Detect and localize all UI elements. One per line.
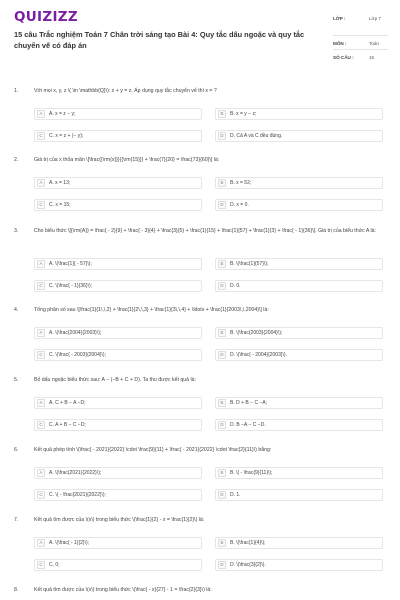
question-8 (0, 587, 400, 600)
option-c[interactable] (34, 349, 202, 361)
document-header (0, 0, 400, 80)
option-text: D. Cả A và C đều đúng. (230, 133, 283, 139)
option-text: B. \(\frac{1}{57}\); (230, 261, 269, 267)
option-letter-badge: D (218, 282, 226, 290)
option-a[interactable] (34, 177, 202, 189)
option-letter-badge: A (37, 329, 45, 337)
option-text: D. \(\frac{3}{2}\). (230, 562, 266, 568)
option-d[interactable] (215, 419, 383, 431)
option-text: B. x = y − z; (230, 111, 257, 117)
option-text: A. C + B − A −D; (49, 400, 86, 406)
option-a[interactable] (34, 108, 202, 120)
option-text: A. \(\frac{1}{ - 57}\); (49, 261, 92, 267)
question-text: Kết quả phép tính \(\frac{ - 2021}{2022} \cdot \frac{9}{11} + \frac{ - 2021}{2022} \cdot \frac{2}{11}\) bằng: (34, 447, 272, 453)
option-letter-badge: C (37, 132, 45, 140)
option-text: B. x = 52; (230, 180, 252, 186)
option-text: B. \(\frac{2003}{2004}\); (230, 330, 283, 336)
option-text: D. 0. (230, 283, 241, 289)
option-d[interactable] (215, 489, 383, 501)
meta-value-class: Lớp 7 (369, 16, 381, 21)
option-letter-badge: C (37, 201, 45, 209)
option-letter-badge: A (37, 179, 45, 187)
option-letter-badge: B (218, 539, 226, 547)
option-c[interactable] (34, 559, 202, 571)
option-letter-badge: A (37, 539, 45, 547)
question-text: Bỏ dấu ngoặc biểu thức sau: A − (−B + C + D). Ta thu được kết quả là: (34, 377, 196, 383)
option-letter-badge: D (218, 351, 226, 359)
question-number: 8. (14, 587, 19, 593)
meta-label-subject: MÔN : (333, 41, 347, 46)
meta-value-subject: Toán (369, 41, 379, 46)
option-text: C. \(\frac{ - 2003}{2004}\); (49, 352, 106, 358)
question-2 (0, 157, 400, 217)
option-a[interactable] (34, 467, 202, 479)
question-number: 1. (14, 88, 19, 94)
option-d[interactable] (215, 199, 383, 211)
option-b[interactable] (215, 177, 383, 189)
question-6 (0, 447, 400, 507)
option-d[interactable] (215, 349, 383, 361)
option-b[interactable] (215, 258, 383, 270)
option-d[interactable] (215, 559, 383, 571)
option-d[interactable] (215, 130, 383, 142)
option-text: B. \(\frac{1}{4}\); (230, 540, 266, 546)
option-c[interactable] (34, 280, 202, 292)
question-1 (0, 88, 400, 148)
option-c[interactable] (34, 199, 202, 211)
option-text: C. A + B − C −D; (49, 422, 86, 428)
question-number: 3. (14, 228, 19, 234)
question-text: Giá trị của x thỏa mãn \[\frac{{\rm{x}}}{{\rm{15}}} + \frac{7}{20} = \frac{73}{60}\] là: (34, 157, 220, 163)
option-text: C. \(\frac{ - 1}{36}\); (49, 283, 93, 289)
question-number: 6. (14, 447, 19, 453)
meta-row-class (333, 12, 388, 36)
option-c[interactable] (34, 419, 202, 431)
option-letter-badge: C (37, 282, 45, 290)
option-text: D. x = 0. (230, 202, 249, 208)
option-b[interactable] (215, 537, 383, 549)
question-7 (0, 517, 400, 577)
question-number: 7. (14, 517, 19, 523)
option-letter-badge: C (37, 421, 45, 429)
option-a[interactable] (34, 397, 202, 409)
option-letter-badge: D (218, 132, 226, 140)
question-text: Với mọi x, y, z \( \in \mathbb{Q}\): x + y = z. Áp dụng quy tắc chuyển vế thì x = ? (34, 88, 217, 94)
meta-row-count (333, 50, 388, 64)
option-text: A. \(\frac{ - 1}{2}\); (49, 540, 90, 546)
meta-row-subject (333, 36, 388, 50)
option-text: C. \( - \frac{2021}{2022}\); (49, 492, 106, 498)
option-letter-badge: A (37, 469, 45, 477)
question-4 (0, 307, 400, 367)
option-text: C. x = z + (− y); (49, 133, 84, 139)
option-letter-badge: D (218, 491, 226, 499)
option-letter-badge: D (218, 421, 226, 429)
quizizz-logo: QUIZIZZ (14, 9, 78, 25)
option-letter-badge: A (37, 399, 45, 407)
question-5 (0, 377, 400, 437)
question-text: Cho biểu thức \[{\rm{A}} = \frac{ - 2}{9} + \frac{ - 3}{4} + \frac{3}{5} + \frac{1}{15} + \frac{1}{57} + \frac{1}{3} + \frac{ - 1}{36}\]. Giá trị của biểu thức A là: (34, 228, 376, 234)
option-text: B. D + B − C −A; (230, 400, 268, 406)
option-text: A. x = z − y; (49, 111, 76, 117)
option-text: C. 0; (49, 562, 60, 568)
option-letter-badge: B (218, 329, 226, 337)
option-c[interactable] (34, 489, 202, 501)
question-number: 2. (14, 157, 19, 163)
option-letter-badge: B (218, 260, 226, 268)
option-text: B. \( - \frac{9}{11}\); (230, 470, 273, 476)
option-letter-badge: D (218, 561, 226, 569)
option-text: A. \(\frac{2021}{2022}\); (49, 470, 102, 476)
meta-value-count: 15 (369, 55, 375, 60)
question-number: 5. (14, 377, 19, 383)
page-title: 15 câu Trắc nghiệm Toán 7 Chân trời sáng tạo Bài 4: Quy tắc dấu ngoặc và quy tắc chuyển vế có đáp án (14, 30, 305, 50)
option-c[interactable] (34, 130, 202, 142)
option-text: C. x = 15; (49, 202, 71, 208)
option-letter-badge: C (37, 351, 45, 359)
meta-info-panel (333, 12, 388, 64)
question-text: Kết quả tìm được của \(x\) trong biểu thức \(\frac{1}{2} - x = \frac{1}{2}\) là: (34, 517, 205, 523)
option-text: D. \(\frac{ - 2004}{2003}\). (230, 352, 287, 358)
option-letter-badge: B (218, 179, 226, 187)
option-letter-badge: A (37, 110, 45, 118)
option-b[interactable] (215, 327, 383, 339)
option-text: A. \(\frac{2004}{2003}\); (49, 330, 102, 336)
option-b[interactable] (215, 108, 383, 120)
question-text: Tổng phân số sau \[\frac{1}{1\,\,2} + \frac{1}{2\,\,3} + \frac{1}{3\,\,4} + \ldots + \frac{1}{2003\,\,2004}\] là: (34, 307, 269, 313)
option-b[interactable] (215, 397, 383, 409)
meta-label-count: SỐ CÂU : (333, 55, 354, 60)
option-a[interactable] (34, 537, 202, 549)
option-a[interactable] (34, 327, 202, 339)
question-text: Kết quả tìm được của \(x\) trong biểu thức \(\frac{ - x}{27} - 1 = \frac{2}{3}\) là: (34, 587, 212, 593)
option-text: D. 1. (230, 492, 241, 498)
option-d[interactable] (215, 280, 383, 292)
option-a[interactable] (34, 258, 202, 270)
option-text: A. x = 13; (49, 180, 71, 186)
option-letter-badge: B (218, 399, 226, 407)
question-3 (0, 228, 400, 296)
option-text: D. B −A − C −D. (230, 422, 266, 428)
option-letter-badge: C (37, 491, 45, 499)
option-letter-badge: B (218, 469, 226, 477)
option-b[interactable] (215, 467, 383, 479)
option-letter-badge: B (218, 110, 226, 118)
question-number: 4. (14, 307, 19, 313)
option-letter-badge: D (218, 201, 226, 209)
option-letter-badge: C (37, 561, 45, 569)
meta-label-class: LỚP : (333, 16, 346, 21)
option-letter-badge: A (37, 260, 45, 268)
